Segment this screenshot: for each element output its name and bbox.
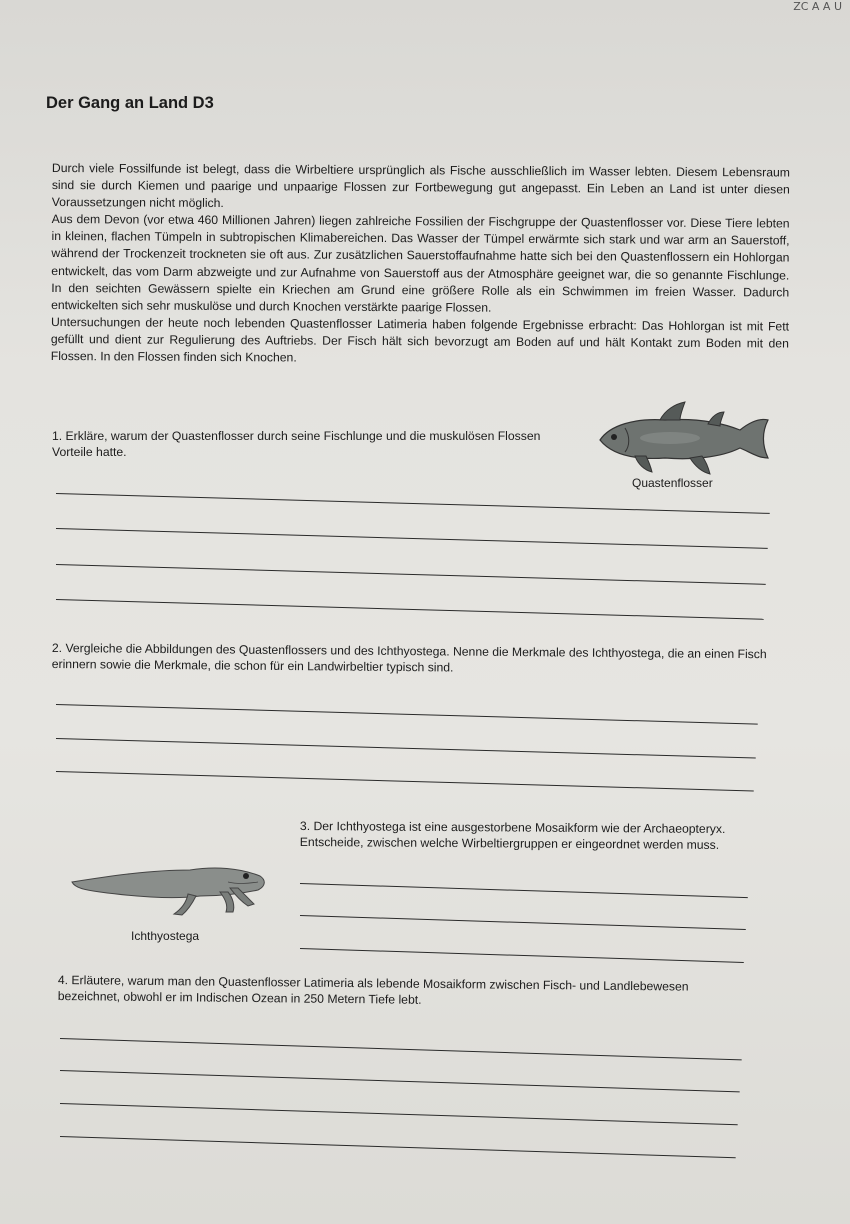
intro-text: [51, 160, 790, 370]
answer-line-3-3: [300, 948, 744, 963]
ichthyostega-illustration: [70, 858, 270, 920]
intro-paragraph-1: Durch viele Fossilfunde ist belegt, dass die Wirbeltiere ursprünglich als Fische ausschließlich im Wasser lebten. Diesem Lebensraum sind sie durch Kiemen und paarige und unpaarige Flossen zur Fortbewegung gut angepasst. Ein Leben an Land ist unter diesen Voraussetzungen nicht möglich.: [51, 160, 790, 211]
answer-line-2-2: [56, 738, 756, 759]
ichthyostega-caption: Ichthyostega: [131, 929, 200, 943]
answer-line-3-2: [300, 915, 746, 930]
intro-paragraph-3: Untersuchungen der heute noch lebenden Quastenflosser Latimeria haben folgende Ergebnisse erbracht: Das Hohlorgan ist mit Fett gefüllt und dient zur Regulierung des Auftriebs. Der Fisch hält sich bevorzugt am Boden auf und hält Kontakt zum Boden mit den Flossen. In den Flossen finden sich Knochen.: [50, 314, 790, 365]
answer-line-4-2: [60, 1070, 740, 1092]
quastenflosser-caption: Quastenflosser: [632, 476, 713, 490]
intro-paragraph-2: Aus dem Devon (vor etwa 460 Millionen Jahren) liegen zahlreiche Fossilien der Fischgruppe der Quastenflosser vor. Diese Tiere lebten in kleinen, flachen Tümpeln in subtropischen Klimabereichen. Das Wasser der Tümpel erwärmte sich stark und war arm an Sauerstoff, während der Trockenzeit trockneten sie oft aus. Zur zusätzlichen Sauerstoffaufnahme hatte sich bei den Quastenflossern ein Hohlorgan entwickelt, das vom Darm abzweigte und zur Aufnahme von Sauerstoff aus der Atmosphäre geeignet war, die so genannte Fischlunge. In den seichten Gewässern spielte ein Kriechen am Grund eine größere Rolle als ein Schwimmen im freien Wasser. Dadurch entwickelten sich sehr muskulöse und durch Knochen verstärkte paarige Flossen.: [51, 212, 790, 315]
answer-line-3-1: [300, 883, 748, 898]
task-2-text: 2. Vergleiche die Abbildungen des Quastenflossers und des Ichthyostega. Nenne die Merkmale des Ichthyostega, die an einen Fisch erinnern sowie die Merkmale, die schon für ein Landwirbeltier typisch sind.: [51, 640, 767, 675]
task-1-text: 1. Erkläre, warum der Quastenflosser durch seine Fischlunge und die muskulösen Flossen Vorteile hatte.: [52, 429, 541, 459]
answer-line-2-1: [56, 704, 758, 725]
answer-line-4-1: [60, 1038, 742, 1060]
quastenflosser-illustration: [590, 400, 775, 480]
answer-line-1-4: [56, 599, 764, 620]
answer-line-1-3: [56, 564, 766, 585]
task-3-text: 3. Der Ichthyostega ist eine ausgestorbene Mosaikform wie der Archaeopteryx. Entscheide, zwischen welche Wirbeltiergruppen er eingeordnet werden muss.: [299, 819, 726, 852]
page-title: Der Gang an Land D3: [46, 94, 214, 112]
answer-line-4-4: [60, 1136, 736, 1158]
task-4-text: 4. Erläutere, warum man den Quastenflosser Latimeria als lebende Mosaikform zwischen Fisch- und Landlebewesen bezeichnet, obwohl er im Indischen Ozean in 250 Metern Tiefe lebt.: [57, 972, 689, 1007]
answer-line-1-1: [56, 493, 770, 514]
answer-line-1-2: [56, 528, 768, 549]
corner-handwriting: ZC A A U: [793, 0, 842, 13]
answer-line-4-3: [60, 1103, 738, 1125]
answer-line-2-3: [56, 771, 754, 791]
